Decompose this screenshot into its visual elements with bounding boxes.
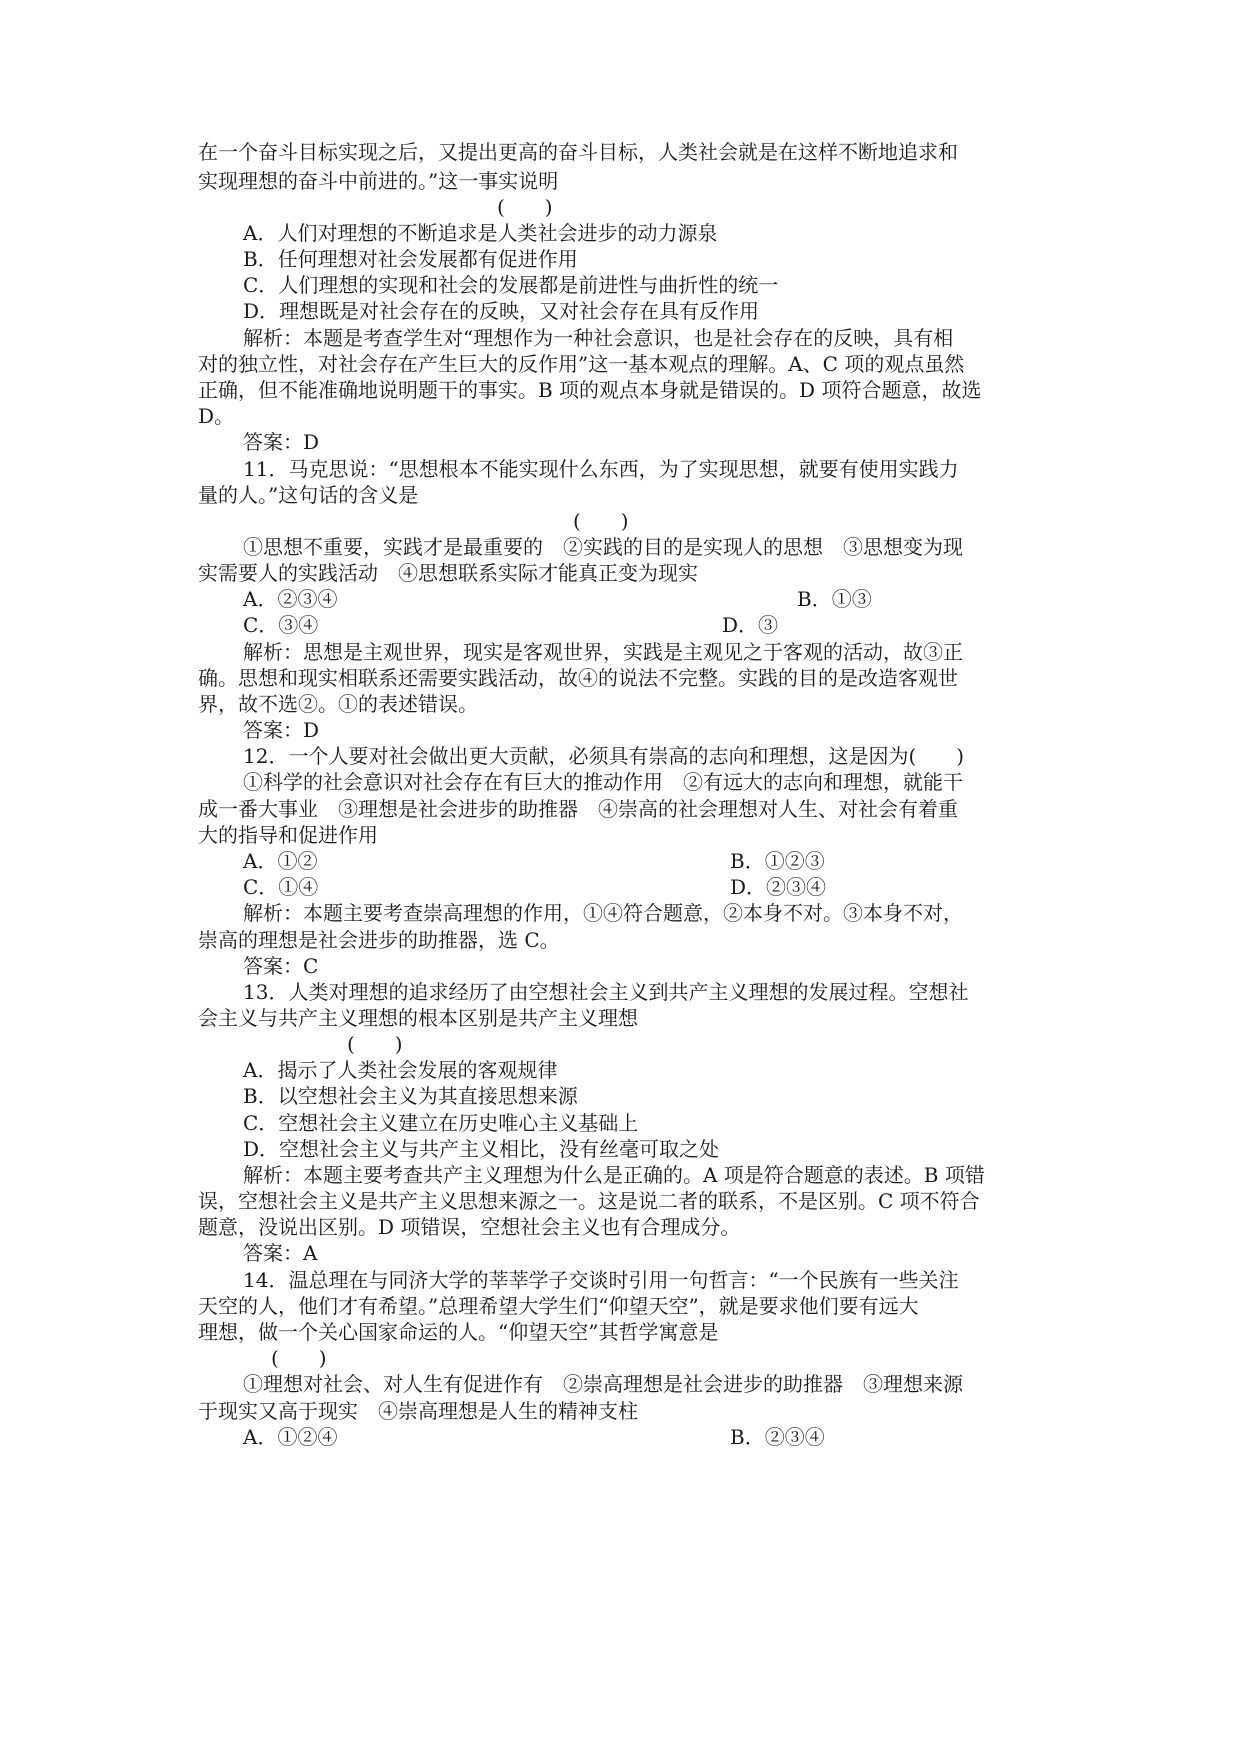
- answer-line: 答案：A: [243, 1241, 318, 1265]
- explanation-line: D。: [198, 404, 235, 428]
- option-d: D．②③④: [730, 875, 827, 899]
- option-a: A．①②: [243, 849, 318, 873]
- question-line: 量的人。”这句话的含义是: [198, 483, 419, 507]
- option-a: A．①②④: [243, 1425, 338, 1449]
- answer-line: 答案：D: [243, 430, 320, 454]
- option-c: C．③④: [243, 613, 319, 637]
- option-d: D．③: [722, 613, 779, 637]
- explanation-line: 对的独立性，对社会存在产生巨大的反作用”这一基本观点的理解。A、C 项的观点虽然: [198, 352, 965, 376]
- question-line: 天空的人，他们才有希望。”总理希望大学生们“仰望天空”，就是要求他们要有远大: [198, 1294, 919, 1318]
- explanation-line: 确。思想和现实相联系还需要实践活动，故④的说法不完整。实践的目的是改造客观世: [198, 666, 958, 690]
- explanation-line: 解析：本题主要考查崇高理想的作用，①④符合题意，②本身不对。③本身不对，: [243, 901, 963, 925]
- explanation-line: 崇高的理想是社会进步的助推器，选 C。: [198, 928, 560, 952]
- option-c: C．人们理想的实现和社会的发展都是前进性与曲折性的统一: [243, 273, 779, 297]
- statement-line: 成一番大事业 ③理想是社会进步的助推器 ④崇高的社会理想对人生、对社会有着重: [198, 797, 958, 821]
- option-b: B．②③④: [730, 1425, 825, 1449]
- question-line: 会主义与共产主义理想的根本区别是共产主义理想: [198, 1006, 638, 1030]
- statement-line: 实需要人的实践活动 ④思想联系实际才能真正变为现实: [198, 561, 698, 585]
- question-line: 14．温总理在与同济大学的莘莘学子交谈时引用一句哲言：“一个民族有一些关注: [243, 1268, 959, 1292]
- question-line: 理想，做一个关心国家命运的人。“仰望天空”其哲学寓意是: [198, 1320, 719, 1344]
- answer-blank: ( ): [271, 1346, 327, 1370]
- option-a: A．人们对理想的不断追求是人类社会进步的动力源泉: [243, 221, 718, 245]
- answer-blank: ( ): [347, 1032, 403, 1056]
- statement-line: 于现实又高于现实 ④崇高理想是人生的精神支柱: [198, 1399, 638, 1423]
- option-d: D．空想社会主义与共产主义相比，没有丝毫可取之处: [243, 1137, 720, 1161]
- statement-line: ①思想不重要，实践才是最重要的 ②实践的目的是实现人的思想 ③思想变为现: [243, 535, 963, 559]
- explanation-line: 解析：思想是主观世界，现实是客观世界，实践是主观见之于客观的活动，故③正: [243, 640, 963, 664]
- statement-line: ①理想对社会、对人生有促进作有 ②崇高理想是社会进步的助推器 ③理想来源: [243, 1372, 963, 1396]
- question-line: 13．人类对理想的追求经历了由空想社会主义到共产主义理想的发展过程。空想社: [243, 980, 969, 1004]
- option-b: B．①②③: [730, 849, 825, 873]
- answer-line: 答案：C: [243, 954, 319, 978]
- option-b: B．任何理想对社会发展都有促进作用: [243, 247, 578, 271]
- option-d: D．理想既是对社会存在的反映，又对社会存在具有反作用: [243, 299, 760, 323]
- question-line: 12．一个人要对社会做出更大贡献，必须具有崇高的志向和理想，这是因为( ): [243, 744, 965, 768]
- question-line: 11．马克思说：“思想根本不能实现什么东西，为了实现思想，就要有使用实践力: [243, 457, 959, 481]
- answer-blank: ( ): [573, 509, 629, 533]
- option-b: B．以空想社会主义为其直接思想来源: [243, 1084, 578, 1108]
- option-a: A．②③④: [243, 587, 338, 611]
- option-c: C．空想社会主义建立在历史唯心主义基础上: [243, 1111, 639, 1135]
- statement-line: ①科学的社会意识对社会存在有巨大的推动作用 ②有远大的志向和理想，就能干: [243, 770, 963, 794]
- explanation-line: 题意，没说出区别。D 项错误，空想社会主义也有合理成分。: [198, 1215, 741, 1239]
- answer-blank: ( ): [497, 195, 553, 219]
- answer-line: 答案：D: [243, 718, 320, 742]
- text-line: 实现理想的奋斗中前进的。”这一事实说明: [198, 169, 559, 193]
- explanation-line: 解析：本题主要考查共产主义理想为什么是正确的。A 项是符合题意的表述。B 项错: [243, 1163, 985, 1187]
- explanation-line: 正确，但不能准确地说明题干的事实。B 项的观点本身就是错误的。D 项符合题意，故选: [198, 378, 982, 402]
- explanation-line: 解析：本题是考查学生对“理想作为一种社会意识，也是社会存在的反映，具有相: [243, 326, 954, 350]
- text-line: 在一个奋斗目标实现之后，又提出更高的奋斗目标，人类社会就是在这样不断地追求和: [198, 140, 958, 164]
- option-c: C．①④: [243, 875, 319, 899]
- explanation-line: 界，故不选②。①的表述错误。: [198, 692, 478, 716]
- explanation-line: 误，空想社会主义是共产主义思想来源之一。这是说二者的联系，不是区别。C 项不符合: [198, 1189, 980, 1213]
- statement-line: 大的指导和促进作用: [198, 823, 378, 847]
- option-a: A．揭示了人类社会发展的客观规律: [243, 1058, 558, 1082]
- option-b: B．①③: [797, 587, 872, 611]
